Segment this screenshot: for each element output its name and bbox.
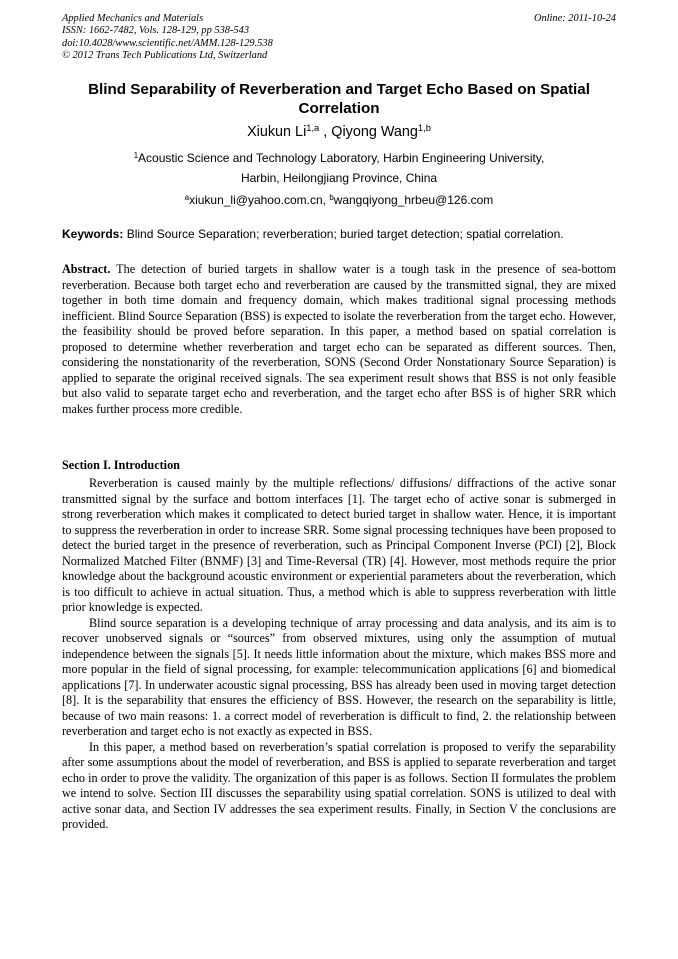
abstract-text: The detection of buried targets in shallow water is a tough task in the presence of sea-bottom reverberation. Because both target echo and reverberation are caused by the transmitted signal, they are mixed together in both time domain and frequency domain, which makes traditional signal processing methods inefficient. Blind Source Separation (BSS) is expected to isolate the reverberation from the target echo. However, the feasibility should be proved before separation. In this paper, a method based on spatial correlation is proposed to determine whether reverberation and target echo can be separated as different sources. Then, considering the nonstationarity of the reverberation, SONS (Second Order Nonstationary Source Separation) is applied to separate the original received signals. The sea experiment result shows that BSS is not only feasible but also valid to separate target echo and reverberation, and the target echo after BSS is of higher SRR which makes further process more credible.	[62, 262, 616, 416]
affiliation-superscript: 1	[133, 150, 139, 160]
issn-line: ISSN: 1662-7482, Vols. 128-129, pp 538-543	[62, 25, 250, 37]
affiliation-line: Harbin, Heilongjiang Province, China	[240, 171, 438, 185]
author-emails	[62, 190, 616, 210]
paragraph: In this paper, a method based on reverberation’s spatial correlation is proposed to verify the separability after some assumptions about the model of reverberation, and BSS is applied to separate reverberation and target echo in order to prove the validity. The organization of this paper is as follows. Section II formulates the problem we intend to solve. Section III discusses the separability using spatial correlation. SONS is utilized to deal with active sonar data, and Section IV addresses the sea experiment results. Finally, in Section V the conclusions are provided.	[62, 739, 616, 831]
email-superscript: a	[184, 192, 190, 202]
paper-title: Blind Separability of Reverberation and Target Echo Based on Spatial Correlation	[88, 81, 590, 117]
abstract-label: Abstract.	[62, 262, 111, 276]
paragraph: Reverberation is caused mainly by the multiple reflections/ diffusions/ diffractions of the active sonar transmitted signal by the surface and bottom interfaces [1]. The target echo of active sonar is submerged in strong reverberation which makes it complicated to detect buried target in shallow water. Hence, it is important to suppress the reverberation in order to increase SRR. Some signal processing techniques have been proposed to detect the buried target in the presence of reverberation, such as Principal Component Inverse (PCI) [2], Block Normalized Matched Filter (BNMF) [3] and Time-Reversal (TR) [4]. However, most methods require the prior knowledge about the background acoustic environment or experiential parameters about the reverberation, which is too difficult to achieve in actual situation. Thus, a method which is able to suppress reverberation with little prior knowledge is expected.	[62, 476, 616, 614]
section-heading: Section I. Introduction	[62, 458, 180, 472]
email-superscript: b	[329, 192, 334, 202]
author-superscript: 1,b	[417, 122, 431, 133]
author-superscript: 1,a	[306, 122, 320, 133]
doi-line: doi:10.4028/www.scientific.net/AMM.128-129.538	[62, 37, 273, 49]
email-address: xiukun_li@yahoo.com.cn,	[189, 193, 330, 207]
author-name: Qiyong Wang	[331, 124, 418, 140]
introduction-body	[62, 476, 616, 833]
affiliation-line: Acoustic Science and Technology Laboratory, Harbin Engineering University,	[138, 151, 545, 165]
online-date: Online: 2011-10-24	[533, 13, 616, 24]
keywords	[62, 226, 616, 242]
email-address: wangqiyong_hrbeu@126.com	[333, 193, 494, 207]
author-line	[62, 122, 616, 142]
author-separator: ,	[319, 124, 332, 140]
copyright-line: © 2012 Trans Tech Publications Ltd, Switzerland	[62, 50, 268, 62]
affiliation	[62, 148, 616, 188]
abstract	[62, 262, 616, 417]
journal-header	[62, 13, 273, 63]
journal-name: Applied Mechanics and Materials	[62, 13, 204, 24]
paragraph: Blind source separation is a developing technique of array processing and data analysis, and its aim is to recover unobserved signals or “sources” from observed mixtures, using only the assumption of mutual independence between the signals [5]. It needs little information about the mixture, which makes BSS more and more popular in the field of signal processing, for example: telecommunication applications [6] and biomedical applications [7]. In underwater acoustic signal processing, BSS has already been used in moving target detection [8]. It is the separability that ensures the efficiency of BSS. However, the research on the separability is little, because of two main reasons: 1. a correct model of reverberation is difficult to find, 2. the relationship between reverberation and target echo is not exactly as expected in BSS.	[62, 615, 616, 738]
keywords-label: Keywords:	[62, 227, 124, 241]
keywords-text: Blind Source Separation; reverberation; buried target detection; spatial correlation.	[123, 227, 564, 241]
author-name: Xiukun Li	[247, 124, 307, 140]
